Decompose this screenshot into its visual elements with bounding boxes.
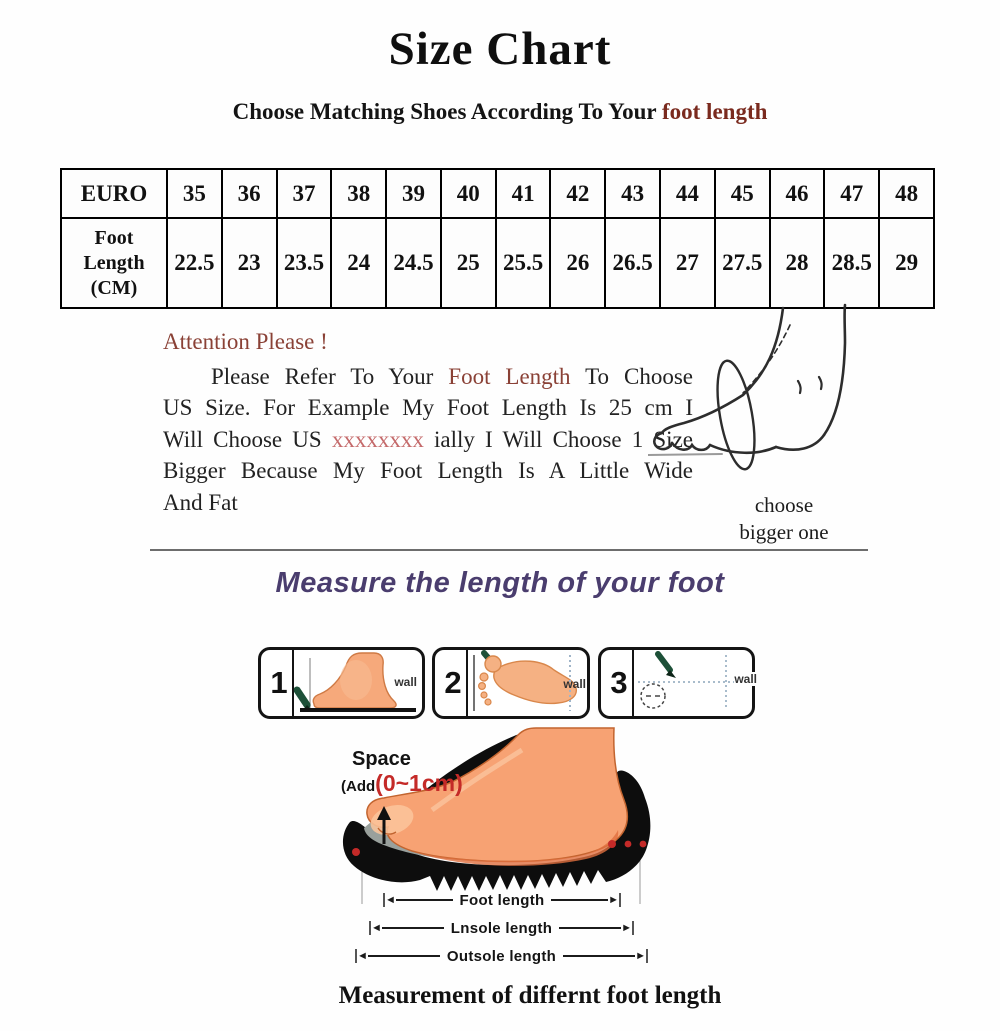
- table-row-euro: [61, 169, 934, 218]
- subtitle: [0, 99, 1000, 125]
- subtitle-text: Choose Matching Shoes According To Your: [232, 99, 662, 124]
- measure-steps: [258, 647, 755, 719]
- arrow-right-icon: ►: [608, 893, 620, 906]
- size-table-cell: 28: [770, 218, 825, 308]
- arrow-left-icon: ◄: [357, 949, 368, 962]
- subtitle-highlight: foot length: [661, 99, 768, 124]
- choose-note-line: choose: [754, 493, 814, 517]
- section-divider: [150, 549, 868, 551]
- table-header-line: Length: [83, 251, 145, 274]
- arrow-line: [559, 927, 621, 929]
- arrow-line: [382, 927, 444, 929]
- table-row-cm: [61, 218, 934, 308]
- choose-note-line: bigger one: [739, 520, 829, 545]
- measurement-label: Outsole length: [446, 947, 557, 965]
- size-table-cell: 27: [660, 218, 715, 308]
- attention-highlight: Foot Length: [448, 363, 571, 389]
- size-table-cell: 26: [550, 218, 605, 308]
- wall-label: wall: [563, 677, 586, 691]
- size-table-cell: 44: [660, 169, 715, 218]
- step-box-1: [258, 647, 425, 719]
- step-number: 1: [270, 665, 288, 700]
- size-table-cell: 38: [331, 169, 386, 218]
- wall-label: wall: [394, 675, 417, 689]
- attention-text: ially I Will Choose 1 Size: [423, 426, 693, 452]
- arrow-line: [563, 955, 635, 957]
- measurement-outsole-length: [355, 949, 648, 963]
- space-add-label: [341, 770, 463, 797]
- choose-bigger-note: [700, 492, 868, 547]
- arrow-line: [396, 899, 453, 901]
- attention-line: US Size. For Example My Foot Length Is 25 cm I: [163, 395, 693, 420]
- tiptoe-foot-sketch: [648, 303, 918, 478]
- arrow-left-icon: ◄: [371, 921, 382, 934]
- table-header-line: Foot: [94, 226, 134, 249]
- size-table-cell: 29: [879, 218, 934, 308]
- attention-text: To Choose: [570, 363, 693, 389]
- size-table-cell: 45: [715, 169, 770, 218]
- size-table-cell: 40: [441, 169, 496, 218]
- size-table-cell: 23: [222, 218, 277, 308]
- size-table-cell: 25: [441, 218, 496, 308]
- step-box-2: [432, 647, 590, 719]
- table-header-line: (CM): [90, 276, 138, 299]
- arrow-left-icon: ◄: [385, 893, 396, 906]
- space-add-range: (0~1cm): [375, 770, 463, 796]
- size-table-cell: 22.5: [167, 218, 222, 308]
- size-table-cell: 47: [824, 169, 879, 218]
- table-header-euro: EURO: [61, 169, 167, 218]
- size-table-cell: 23.5: [277, 218, 332, 308]
- attention-line: Bigger Because My Foot Length Is A Little Wide: [163, 458, 693, 483]
- size-table-cell: 24.5: [386, 218, 441, 308]
- attention-line: And Fat: [163, 489, 238, 515]
- wall-label: wall: [734, 672, 757, 686]
- space-add-prefix: (Add: [341, 778, 376, 795]
- step-number: 3: [610, 665, 628, 700]
- step3-measure-distance-illustration: [634, 650, 749, 716]
- attention-line: [163, 361, 693, 393]
- size-table-cell: 36: [222, 169, 277, 218]
- arrow-line: [368, 955, 440, 957]
- size-table-cell: 27.5: [715, 218, 770, 308]
- page-title: Size Chart: [388, 23, 612, 75]
- attention-block: [163, 326, 693, 518]
- size-table-cell: 39: [386, 169, 441, 218]
- size-table-cell: 24: [331, 218, 386, 308]
- size-table-cell: 42: [550, 169, 605, 218]
- size-table-cell: 28.5: [824, 218, 879, 308]
- size-table-cell: 48: [879, 169, 934, 218]
- attention-line: [163, 424, 693, 456]
- measurement-foot-length: [383, 893, 621, 907]
- size-table-cell: 25.5: [496, 218, 551, 308]
- attention-heading: Attention Please !: [163, 329, 328, 354]
- arrow-line: [551, 899, 608, 901]
- size-table-cell: 26.5: [605, 218, 660, 308]
- table-header-footlength: [61, 218, 167, 308]
- measure-heading: Measure the length of your foot: [275, 567, 725, 599]
- step-number: 2: [444, 665, 462, 700]
- size-conversion-table: [60, 168, 935, 309]
- size-table-cell: 35: [167, 169, 222, 218]
- size-table-cell: 43: [605, 169, 660, 218]
- step-box-3: [598, 647, 755, 719]
- arrow-right-icon: ►: [635, 949, 647, 962]
- measurement-label: Foot length: [459, 891, 545, 909]
- attention-censored-text: xxxxxxxx: [331, 426, 424, 452]
- attention-text: Will Choose US: [163, 426, 332, 452]
- measurement-label: Lnsole length: [450, 919, 553, 937]
- attention-text: Please Refer To Your: [211, 363, 449, 389]
- space-label: Space: [352, 748, 411, 770]
- size-table-cell: 41: [496, 169, 551, 218]
- measurement-insole-length: [369, 921, 634, 935]
- size-table-cell: 46: [770, 169, 825, 218]
- size-table-cell: 37: [277, 169, 332, 218]
- arrow-right-icon: ►: [621, 921, 632, 934]
- bottom-caption: Measurement of differnt foot length: [338, 982, 722, 1009]
